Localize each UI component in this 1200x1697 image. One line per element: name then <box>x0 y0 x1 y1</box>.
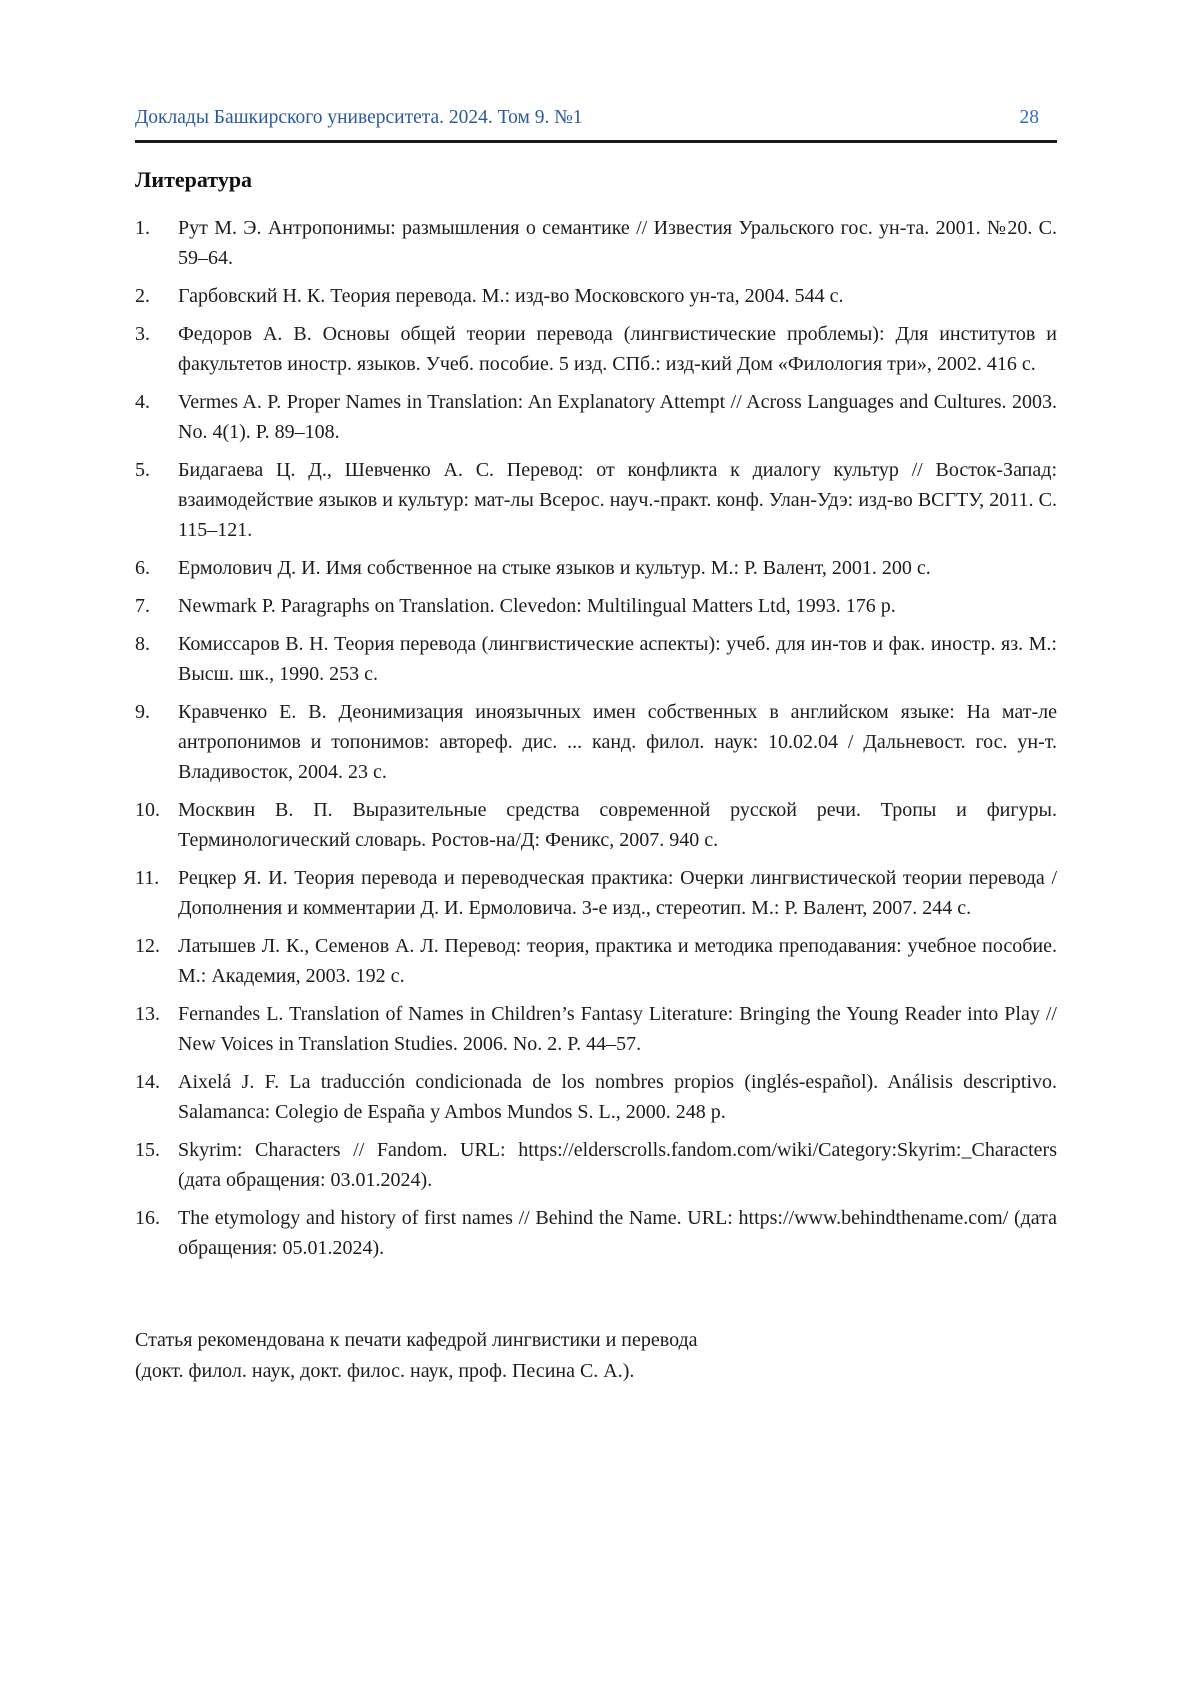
reference-number: 9. <box>135 701 150 723</box>
reference-text: Skyrim: Characters // Fandom. URL: https://elderscrolls.fandom.com/wiki/Category:Skyrim:_Characters (дата обращения: 03.01.2024). <box>178 1139 1057 1191</box>
reference-text: Бидагаева Ц. Д., Шевченко А. С. Перевод: от конфликта к диалогу культур // Восток-Запад: взаимодействие языков и культур: мат-лы Всерос. науч.-практ. конф. Улан-Удэ: изд-во ВСГТУ, 2011. С. 115–121. <box>178 459 1057 541</box>
reference-number: 5. <box>135 459 150 481</box>
reference-text: Рут М. Э. Антропонимы: размышления о семантике // Известия Уральского гос. ун-та. 2001. №20. С. 59–64. <box>178 217 1057 269</box>
reference-number: 3. <box>135 323 150 345</box>
reference-text: Комиссаров В. Н. Теория перевода (лингвистические аспекты): учеб. для ин-тов и фак. иностр. яз. М.: Высш. шк., 1990. 253 с. <box>178 633 1057 685</box>
reference-number: 16. <box>135 1207 160 1229</box>
closing-note <box>135 1325 1057 1387</box>
reference-number: 7. <box>135 595 150 617</box>
reference-item <box>135 553 1057 583</box>
reference-number: 4. <box>135 391 150 413</box>
reference-item <box>135 795 1057 855</box>
reference-item <box>135 1135 1057 1195</box>
reference-text: Vermes A. P. Proper Names in Translation: An Explanatory Attempt // Across Languages and Cultures. 2003. No. 4(1). P. 89–108. <box>178 391 1057 443</box>
reference-number: 6. <box>135 557 150 579</box>
reference-text: Латышев Л. К., Семенов А. Л. Перевод: теория, практика и методика преподавания: учебное пособие. М.: Академия, 2003. 192 с. <box>178 935 1057 987</box>
reference-number: 2. <box>135 285 150 307</box>
reference-text: Newmark P. Paragraphs on Translation. Clevedon: Multilingual Matters Ltd, 1993. 176 p. <box>178 595 896 617</box>
reference-item <box>135 319 1057 379</box>
reference-item <box>135 1067 1057 1127</box>
journal-title: Доклады Башкирского университета. 2024. Том 9. №1 <box>135 107 583 128</box>
reference-text: Кравченко Е. В. Деонимизация иноязычных имен собственных в английском языке: На мат-ле антропонимов и топонимов: автореф. дис. ... канд. филол. наук: 10.02.04 / Дальневост. гос. ун-т. Владивосток, 2004. 23 с. <box>178 701 1057 783</box>
reference-number: 14. <box>135 1071 160 1093</box>
reference-number: 11. <box>135 867 160 889</box>
reference-number: 1. <box>135 217 150 239</box>
reference-text: Москвин В. П. Выразительные средства современной русской речи. Тропы и фигуры. Терминологический словарь. Ростов-на/Д: Феникс, 2007. 940 с. <box>178 799 1057 851</box>
reference-item <box>135 1203 1057 1263</box>
reference-text: Рецкер Я. И. Теория перевода и переводческая практика: Очерки лингвистической теории перевода / Дополнения и комментарии Д. И. Ермоловича. 3-е изд., стереотип. М.: Р. Валент, 2007. 244 с. <box>178 867 1057 919</box>
reference-item <box>135 387 1057 447</box>
reference-item <box>135 629 1057 689</box>
reference-item <box>135 931 1057 991</box>
reference-text: Гарбовский Н. К. Теория перевода. М.: изд-во Московского ун-та, 2004. 544 с. <box>178 285 844 307</box>
reference-item <box>135 999 1057 1059</box>
reference-text: Fernandes L. Translation of Names in Children’s Fantasy Literature: Bringing the Young Reader into Play // New Voices in Translation Studies. 2006. No. 2. P. 44–57. <box>178 1003 1057 1055</box>
reference-text: Ермолович Д. И. Имя собственное на стыке языков и культур. М.: Р. Валент, 2001. 200 с. <box>178 557 931 579</box>
reference-item <box>135 697 1057 787</box>
reference-item <box>135 213 1057 273</box>
section-heading-literatura: Литература <box>135 167 253 192</box>
reference-item <box>135 455 1057 545</box>
reference-text: Aixelá J. F. La traducción condicionada de los nombres propios (inglés-español). Análisis descriptivo. Salamanca: Colegio de España y Ambos Mundos S. L., 2000. 248 p. <box>178 1071 1057 1123</box>
reference-item <box>135 281 1057 311</box>
reference-number: 12. <box>135 935 160 957</box>
reference-number: 13. <box>135 1003 160 1025</box>
reference-number: 15. <box>135 1139 160 1161</box>
closing-note-line2: (докт. филол. наук, докт. филос. наук, проф. Песина С. А.). <box>135 1360 635 1382</box>
reference-number: 8. <box>135 633 150 655</box>
reference-list <box>135 213 1057 1263</box>
reference-number: 10. <box>135 799 160 821</box>
running-head <box>135 106 1057 143</box>
closing-note-line1: Статья рекомендована к печати кафедрой лингвистики и перевода <box>135 1329 698 1351</box>
reference-item <box>135 863 1057 923</box>
reference-text: The etymology and history of first names // Behind the Name. URL: https://www.behindthename.com/ (дата обращения: 05.01.2024). <box>178 1207 1057 1259</box>
reference-item <box>135 591 1057 621</box>
page-number: 28 <box>1019 107 1039 128</box>
reference-text: Федоров А. В. Основы общей теории перевода (лингвистические проблемы): Для институтов и факультетов иностр. языков. Учеб. пособие. 5 изд. СПб.: изд-кий Дом «Филология три», 2002. 416 с. <box>178 323 1057 375</box>
